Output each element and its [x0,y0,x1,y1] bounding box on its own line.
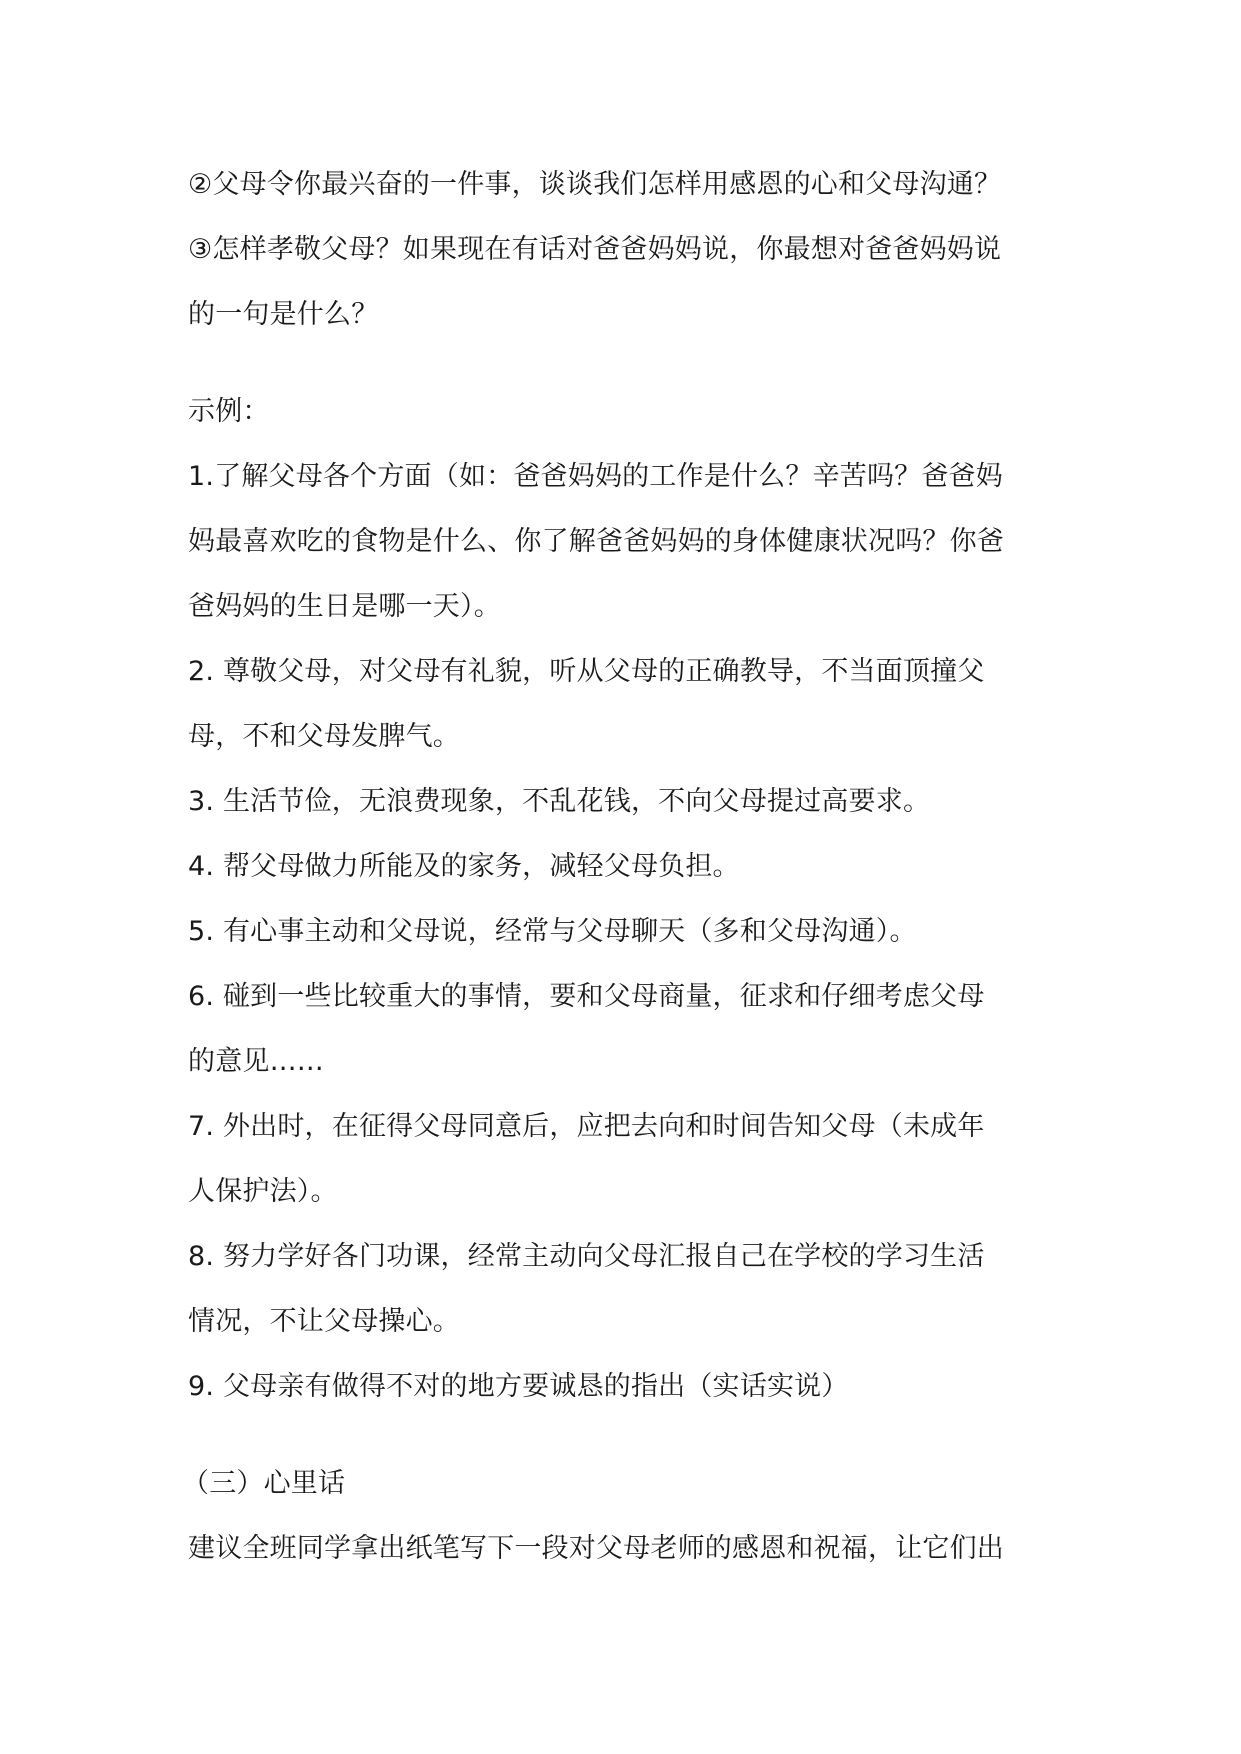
example-line: 母，不和父母发脾气。 [188,721,460,752]
example-line: 人保护法）。 [188,1176,338,1207]
question-line: 的一句是什么？ [188,299,379,330]
example-line: 8. 努力学好各门功课，经常主动向父母汇报自己在学校的学习生活 [188,1241,985,1272]
example-line: 2. 尊敬父母，对父母有礼貌，听从父母的正确教导，不当面顶撞父 [188,656,985,687]
section-text-line: 建议全班同学拿出纸笔写下一段对父母老师的感恩和祝福，让它们出 [188,1533,1004,1564]
example-line: 爸妈妈的生日是哪一天）。 [188,591,501,622]
example-line: 3. 生活节俭，无浪费现象，不乱花钱，不向父母提过高要求。 [188,786,931,817]
example-line: 5. 有心事主动和父母说，经常与父母聊天（多和父母沟通）。 [188,916,917,947]
document-body [182,152,1068,1581]
example-line: 1.了解父母各个方面（如：爸爸妈妈的工作是什么？辛苦吗？爸爸妈 [188,461,1003,492]
question-line: ③怎样孝敬父母？如果现在有话对爸爸妈妈说，你最想对爸爸妈妈说 [188,234,1002,265]
example-line: 4. 帮父母做力所能及的家务，减轻父母负担。 [188,851,740,882]
example-line: 的意见…… [188,1046,324,1077]
example-line: 情况，不让父母操心。 [188,1306,460,1337]
section-heading: （三）心里话 [182,1468,346,1499]
example-line: 6. 碰到一些比较重大的事情，要和父母商量，征求和仔细考虑父母 [188,981,985,1012]
example-line: 妈最喜欢吃的食物是什么、你了解爸爸妈妈的身体健康状况吗？你爸 [188,526,1004,557]
example-label: 示例： [188,396,270,427]
example-line: 9. 父母亲有做得不对的地方要诚恳的指出（实话实说） [188,1371,849,1402]
question-line: ②父母令你最兴奋的一件事，谈谈我们怎样用感恩的心和父母沟通？ [188,169,1002,200]
example-line: 7. 外出时，在征得父母同意后，应把去向和时间告知父母（未成年 [188,1111,985,1142]
